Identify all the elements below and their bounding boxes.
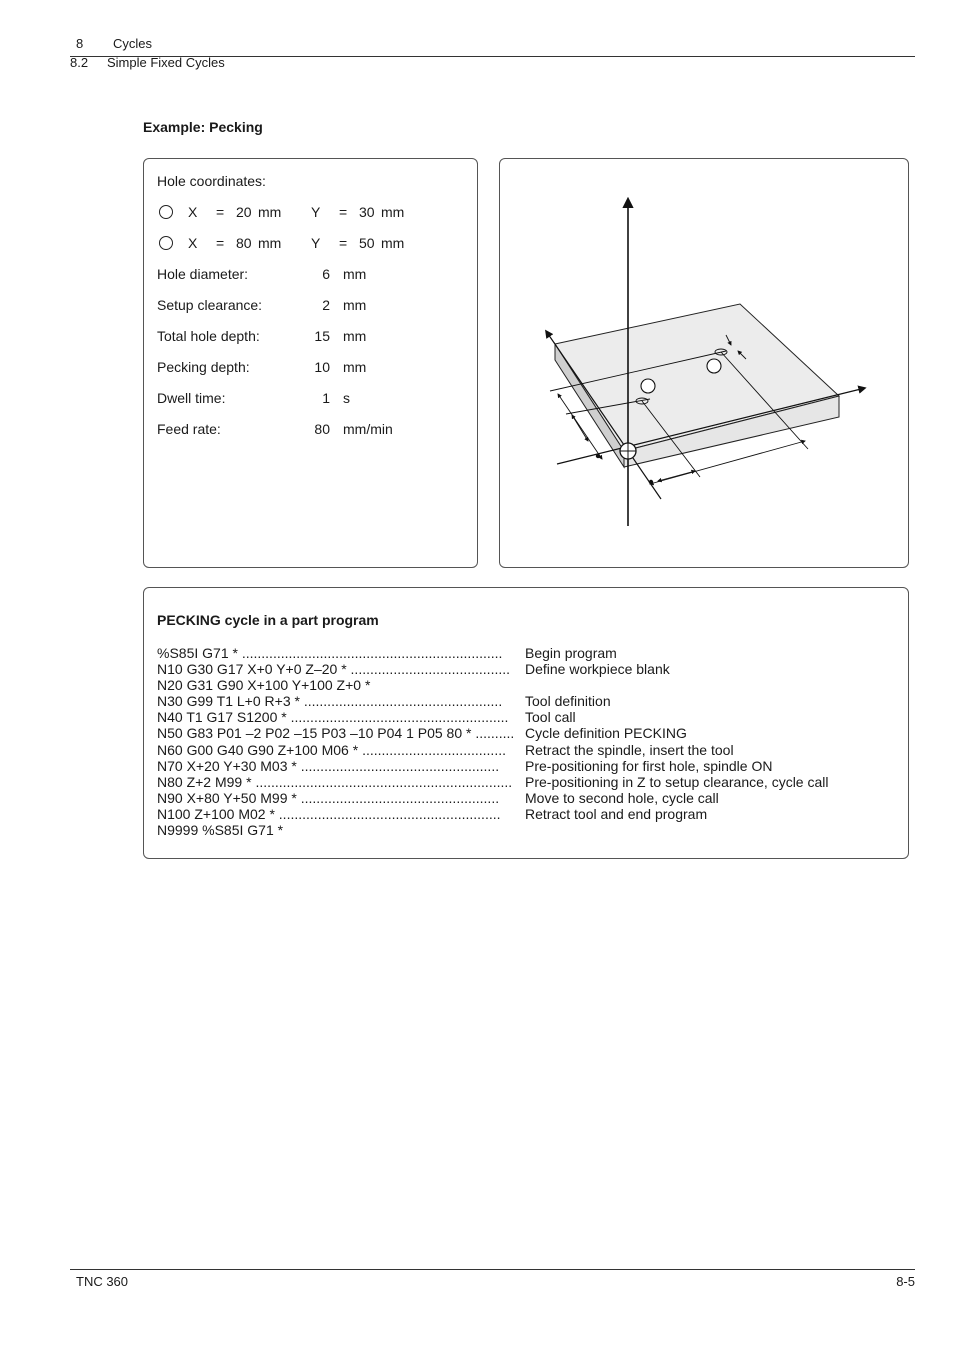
program-comment: Tool call [525,709,576,726]
param-unit: mm [343,297,367,313]
program-line [157,774,897,790]
param-row-hole-diameter [144,266,474,286]
program-line [157,806,897,822]
equals-sign: = [216,235,225,251]
program-comment: Tool definition [525,693,611,710]
program-code: N30 G99 T1 L+0 R+3 * ................................................... [157,693,503,710]
y-value: 50 [359,235,375,251]
program-box [143,587,909,859]
y-label: Y [311,204,321,220]
hole-1-icon [159,205,173,219]
illustration-box [499,158,909,568]
param-value: 6 [322,266,330,282]
hole-2-icon [159,236,173,250]
program-comment: Begin program [525,645,617,661]
hole-coordinates-label: Hole coordinates: [157,173,266,189]
x-value: 80 [236,235,252,251]
program-code: N10 G30 G17 X+0 Y+0 Z–20 * ......................................... [157,661,511,678]
program-line [157,742,897,758]
program-comment: Retract the spindle, insert the tool [525,741,734,758]
equals-sign: = [216,204,225,220]
program-line [157,758,897,774]
chapter-title: Cycles [113,36,153,51]
program-title: PECKING cycle in a part program [157,612,379,628]
section-title: Simple Fixed Cycles [107,55,225,70]
program-line [157,790,897,806]
program-comment: Define workpiece blank [525,661,670,678]
param-value: 80 [314,421,330,437]
workpiece-diagram [500,159,908,567]
hole-2-marker [707,359,721,373]
param-unit: mm [343,359,367,375]
program-code: N90 X+80 Y+50 M99 * ................................................... [157,789,500,806]
section-number: 8.2 [70,55,89,70]
program-code: N20 G31 G90 X+100 Y+100 Z+0 * [157,677,371,694]
param-unit: mm [343,266,367,282]
program-code: N50 G83 P01 –2 P02 –15 P03 –10 P04 1 P05 80 * .......... [157,725,515,742]
program-line [157,693,897,709]
equals-sign: = [339,235,348,251]
param-row-setup-clearance [144,297,474,317]
param-label: Total hole depth: [157,328,260,344]
y-label: Y [311,235,321,251]
page-number: 8-5 [896,1274,915,1289]
y-unit: mm [381,204,405,220]
y-value: 30 [359,204,375,220]
x-label: X [188,235,198,251]
param-value: 1 [322,390,330,406]
chapter-number: 8 [76,36,84,51]
param-unit: mm [343,328,367,344]
program-line [157,709,897,725]
param-unit: s [343,390,350,406]
param-value: 10 [314,359,330,375]
param-row-dwell-time [144,390,474,410]
param-label: Pecking depth: [157,359,250,375]
dimension-line-y [572,415,588,441]
program-line [157,725,897,741]
x-value: 20 [236,204,252,220]
program-code: N70 X+20 Y+30 M03 * ................................................... [157,757,500,774]
param-label: Hole diameter: [157,266,249,282]
program-code: N60 G00 G40 G90 Z+100 M06 * ..................................... [157,741,506,758]
param-row-total-hole-depth [144,328,474,348]
footer-product: TNC 360 [76,1274,129,1289]
hole-1-marker [641,379,655,393]
param-unit: mm/min [343,421,393,437]
param-value: 2 [322,297,330,313]
program-line [157,822,897,838]
x-label: X [188,204,198,220]
program-listing [157,645,897,838]
program-line [157,661,897,677]
param-label: Dwell time: [157,390,226,406]
program-code: %S85I G71 * ................................................................... [157,645,503,661]
program-code: N40 T1 G17 S1200 * ........................................................ [157,709,509,726]
param-row-pecking-depth [144,359,474,379]
param-row-feed-rate [144,421,474,441]
x-unit: mm [258,204,282,220]
hole-row [144,235,474,255]
program-code: N9999 %S85I G71 * [157,822,284,839]
x-unit: mm [258,235,282,251]
program-code: N80 Z+2 M99 * .................................................................. [157,773,513,790]
program-code: N100 Z+100 M02 * ......................................................... [157,805,501,822]
equals-sign: = [339,204,348,220]
y-unit: mm [381,235,405,251]
param-label: Feed rate: [157,421,221,437]
hole-row [144,204,474,224]
parameters-box [143,158,478,568]
program-comment: Pre-positioning for first hole, spindle ON [525,757,773,774]
program-comment: Retract tool and end program [525,805,708,822]
program-comment: Pre-positioning in Z to setup clearance, cycle call [525,773,829,790]
program-line [157,645,897,661]
program-comment: Cycle definition PECKING [525,725,687,742]
param-label: Setup clearance: [157,297,263,313]
program-line [157,677,897,693]
program-comment: Move to second hole, cycle call [525,789,719,806]
example-title: Example: Pecking [143,119,263,135]
dimension-line-x [658,471,695,481]
param-value: 15 [314,328,330,344]
footer-rule [70,1269,915,1270]
